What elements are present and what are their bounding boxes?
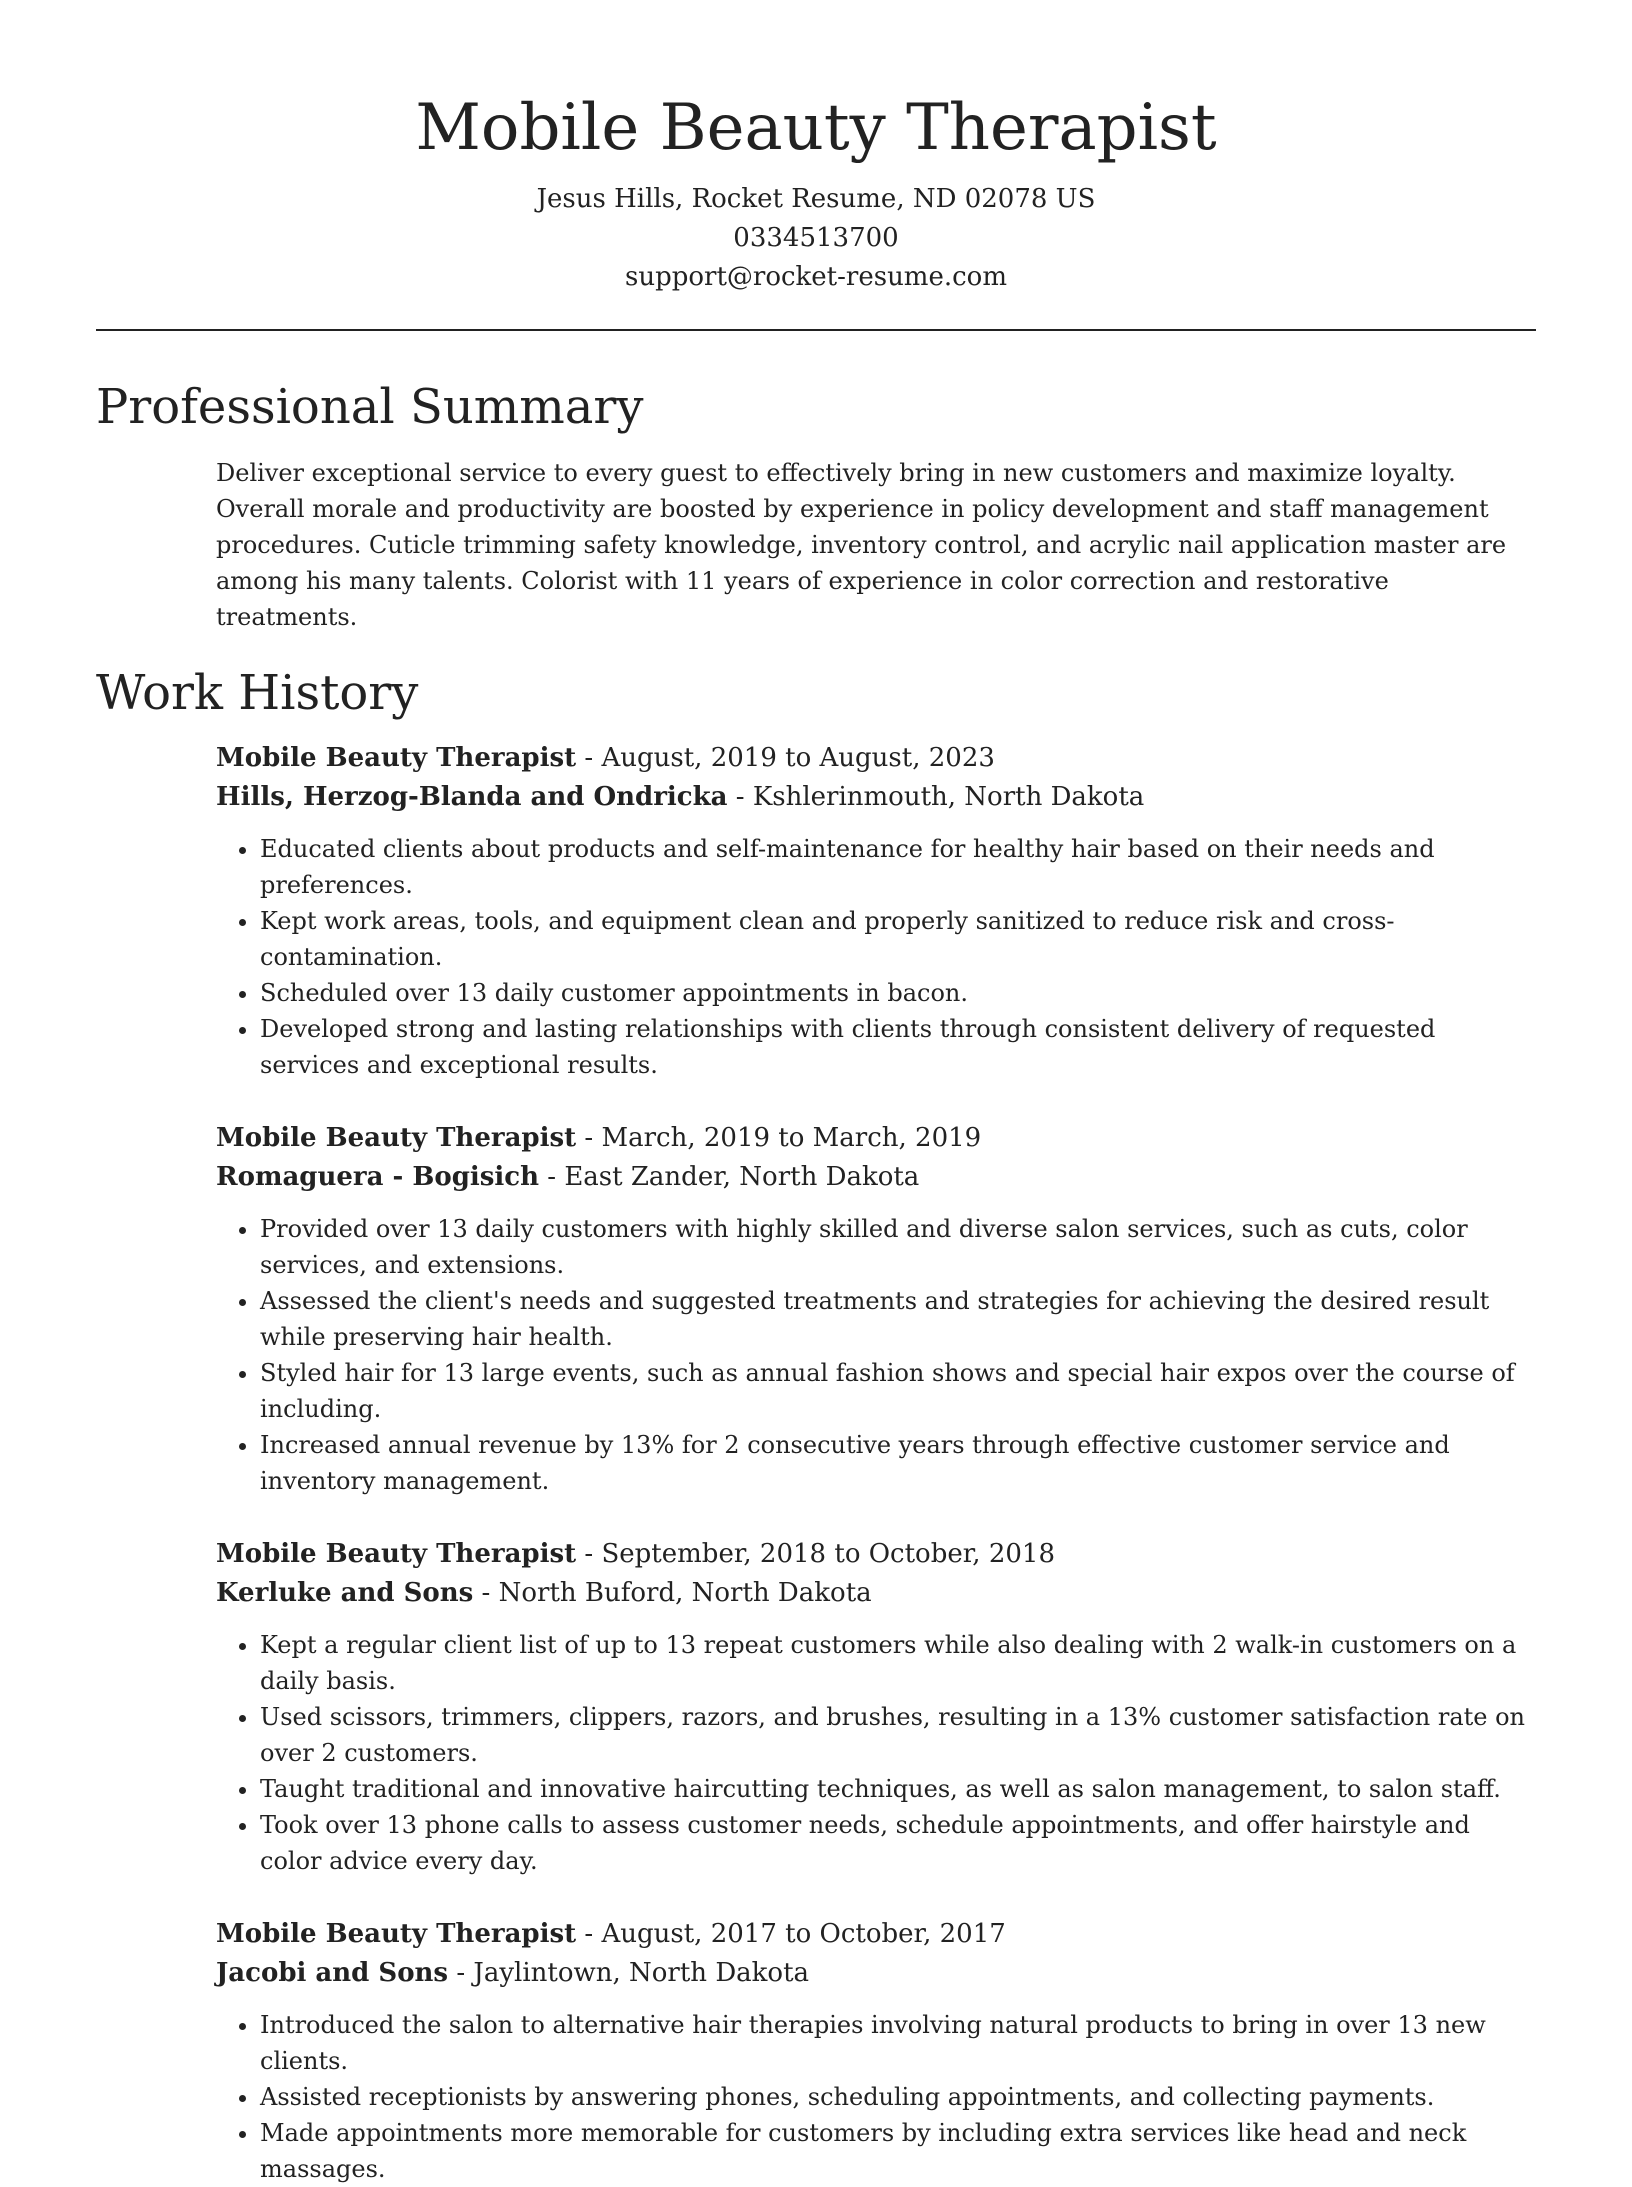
summary-text: Deliver exceptional service to every guest to effectively bring in new customers and maximize loyalty. Overall morale and productivity are boosted by experience in policy development and staff management procedures. Cuticle trimming safety knowledge, inventory control, and acrylic nail application master are among his many talents. Colorist with 11 years of experience in color correction and restorative treatments.	[216, 459, 1507, 631]
header-divider	[96, 329, 1536, 331]
contact-phone: 0334513700	[733, 223, 899, 253]
job-bullets	[216, 1211, 1536, 1499]
job-bullet: • Made appointments more memorable for customers by including extra services like head and neck massages.	[260, 2115, 1536, 2187]
job-dates: August, 2017 to October, 2017	[601, 1919, 1006, 1949]
job-title-line: Mobile Beauty Therapist - August, 2019 to August, 2023	[216, 743, 995, 773]
job-bullet: • Styled hair for 13 large events, such as annual fashion shows and special hair expos over the course of including.	[260, 1355, 1536, 1427]
job-title-line: Mobile Beauty Therapist - September, 2018 to October, 2018	[216, 1539, 1056, 1569]
job-bullet: • Taught traditional and innovative haircutting techniques, as well as salon management, to salon staff.	[260, 1771, 1536, 1807]
job-company-line: Romaguera - Bogisich - East Zander, North Dakota	[216, 1162, 920, 1192]
contact-email: support@rocket-resume.com	[624, 262, 1007, 292]
contact-block	[96, 180, 1536, 297]
job-dates: August, 2019 to August, 2023	[601, 743, 995, 773]
job-location: East Zander, North Dakota	[564, 1162, 920, 1192]
job-bullet: • Increased annual revenue by 13% for 2 consecutive years through effective customer service and inventory management.	[260, 1427, 1536, 1499]
resume-header	[96, 0, 1536, 297]
job-title: Mobile Beauty Therapist	[216, 1123, 577, 1153]
resume-page	[96, 0, 1536, 2187]
job-company: Jacobi and Sons	[216, 1958, 449, 1988]
job-bullet: • Kept work areas, tools, and equipment clean and properly sanitized to reduce risk and cross-contamination.	[260, 903, 1536, 975]
job-company-line: Jacobi and Sons - Jaylintown, North Dakota	[216, 1958, 810, 1988]
job-title: Mobile Beauty Therapist	[216, 1539, 577, 1569]
summary-heading: Professional Summary	[96, 379, 644, 435]
job-location: Jaylintown, North Dakota	[473, 1958, 810, 1988]
job-entry	[216, 1119, 1536, 1499]
work-history-heading: Work History	[96, 665, 419, 721]
job-entry	[216, 1915, 1536, 2187]
job-bullet: • Developed strong and lasting relationships with clients through consistent delivery of requested services and exceptional results.	[260, 1011, 1536, 1083]
page-title: Mobile Beauty Therapist	[415, 91, 1217, 165]
job-company: Romaguera - Bogisich	[216, 1162, 539, 1192]
job-company: Kerluke and Sons	[216, 1578, 474, 1608]
job-bullet: • Introduced the salon to alternative hair therapies involving natural products to bring in over 13 new clients.	[260, 2007, 1536, 2079]
job-dates: March, 2019 to March, 2019	[601, 1123, 982, 1153]
job-company-line: Hills, Herzog-Blanda and Ondricka - Kshlerinmouth, North Dakota	[216, 782, 1145, 812]
job-bullet: • Provided over 13 daily customers with highly skilled and diverse salon services, such as cuts, color services, and extensions.	[260, 1211, 1536, 1283]
job-bullet: • Assisted receptionists by answering phones, scheduling appointments, and collecting payments.	[260, 2079, 1536, 2115]
job-entry	[216, 1535, 1536, 1879]
job-bullet: • Educated clients about products and self-maintenance for healthy hair based on their needs and preferences.	[260, 831, 1536, 903]
job-title-line: Mobile Beauty Therapist - August, 2017 to October, 2017	[216, 1919, 1006, 1949]
job-bullet: • Took over 13 phone calls to assess customer needs, schedule appointments, and offer hairstyle and color advice every day.	[260, 1807, 1536, 1879]
job-dates: September, 2018 to October, 2018	[601, 1539, 1056, 1569]
work-history-list	[216, 739, 1536, 2187]
job-bullets	[216, 831, 1536, 1083]
job-bullet: • Scheduled over 13 daily customer appointments in bacon.	[260, 975, 1536, 1011]
job-company-line: Kerluke and Sons - North Buford, North Dakota	[216, 1578, 872, 1608]
job-title-line: Mobile Beauty Therapist - March, 2019 to March, 2019	[216, 1123, 982, 1153]
job-location: North Buford, North Dakota	[498, 1578, 872, 1608]
job-location: Kshlerinmouth, North Dakota	[752, 782, 1145, 812]
job-bullets	[216, 1627, 1536, 1879]
job-bullet: • Assessed the client's needs and suggested treatments and strategies for achieving the desired result while preserving hair health.	[260, 1283, 1536, 1355]
job-company: Hills, Herzog-Blanda and Ondricka	[216, 782, 728, 812]
contact-address: Jesus Hills, Rocket Resume, ND 02078 US	[536, 184, 1096, 214]
job-bullets	[216, 2007, 1536, 2187]
job-bullet: • Kept a regular client list of up to 13 repeat customers while also dealing with 2 walk-in customers on a daily basis.	[260, 1627, 1536, 1699]
job-entry	[216, 739, 1536, 1083]
job-title: Mobile Beauty Therapist	[216, 1919, 577, 1949]
job-title: Mobile Beauty Therapist	[216, 743, 577, 773]
job-bullet: • Used scissors, trimmers, clippers, razors, and brushes, resulting in a 13% customer satisfaction rate on over 2 customers.	[260, 1699, 1536, 1771]
